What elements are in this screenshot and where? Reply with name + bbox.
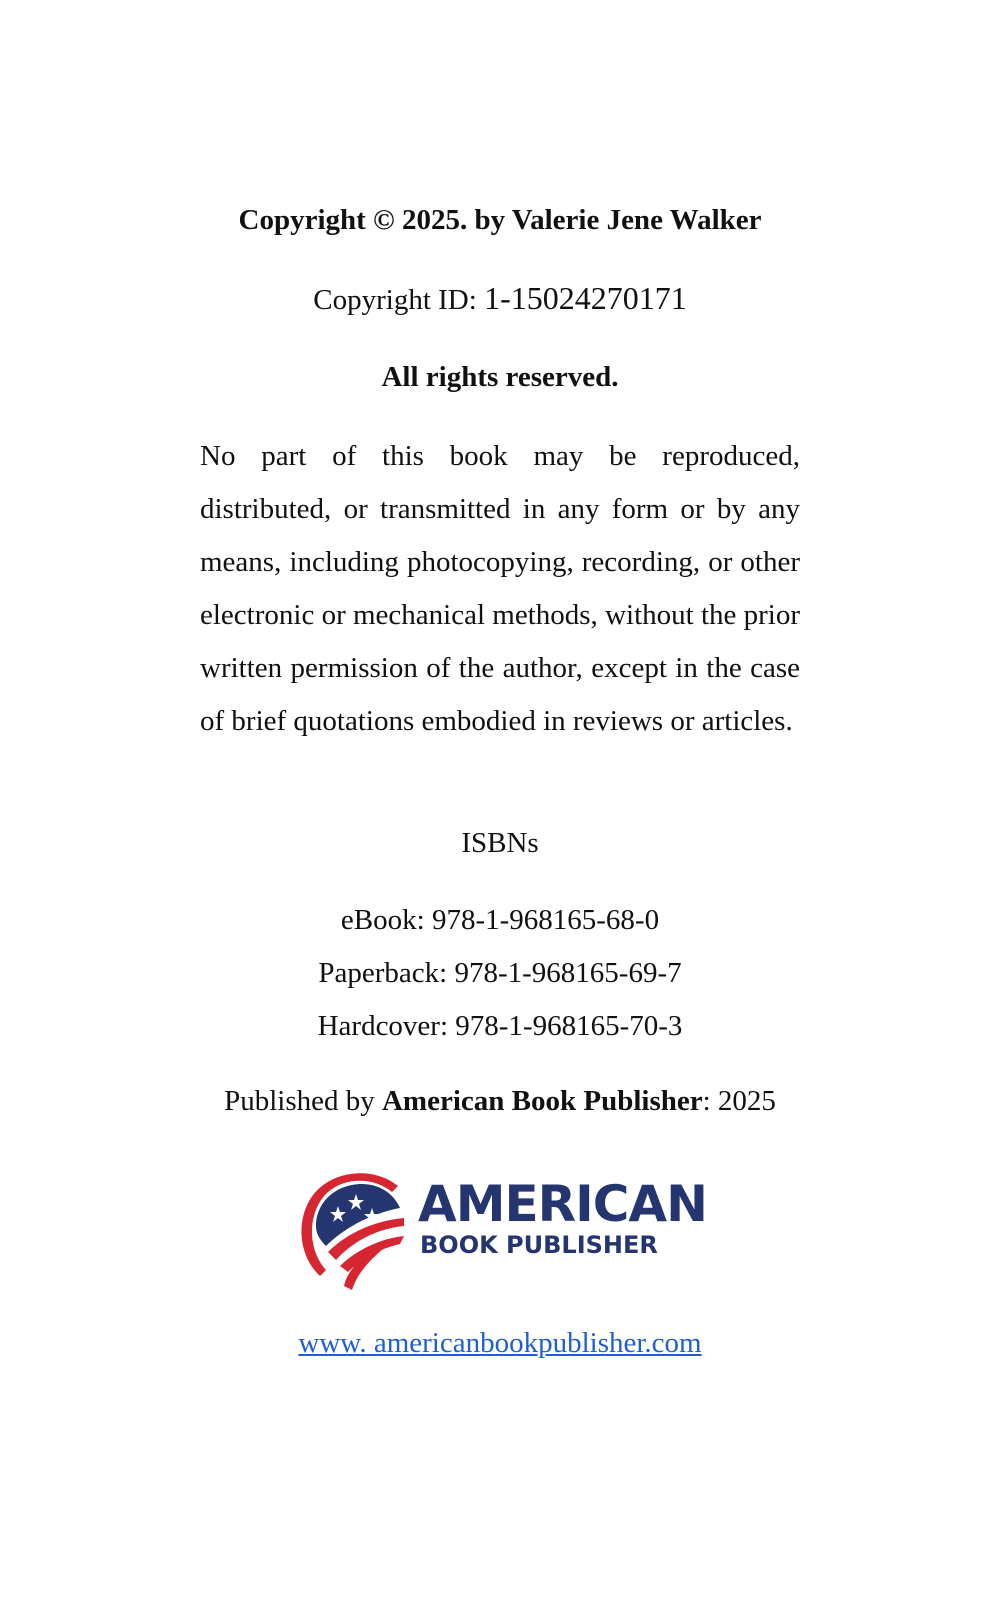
isbn-paperback: Paperback: 978-1-968165-69-7 [318,957,682,989]
rights-reserved: All rights reserved. [381,361,619,393]
copyright-id [0,280,1000,318]
publisher-name: American Book Publisher [381,1085,703,1117]
american-flag-swoosh-icon [300,1168,410,1292]
published-prefix: Published by [224,1085,382,1117]
copyright-id-label: Copyright ID: [313,284,485,316]
website [0,1325,1000,1361]
isbn-hardcover: Hardcover: 978-1-968165-70-3 [317,1010,683,1042]
copyright-id-value: 1-15024270171 [484,280,687,316]
published-by [0,1083,1000,1119]
isbn-heading: ISBNs [461,827,539,859]
logo-word-book-publisher: BOOK PUBLISHER [420,1231,658,1259]
copyright-title: Copyright © 2025. by Valerie Jene Walker [238,204,762,236]
published-year: : 2025 [702,1085,776,1117]
website-link[interactable]: www. americanbookpublisher.com [298,1327,702,1359]
logo-word-american: AMERICAN [418,1175,707,1233]
publisher-logo [300,1168,707,1292]
copyright-notice: No part of this book may be reproduced, distributed, or transmitted in any form or by any means, including photocopying, recording, or other electronic or mechanical methods, without the prior written permission of the author, except in the case of brief quotations embodied in reviews or articles. [200,440,800,737]
isbn-ebook: eBook: 978-1-968165-68-0 [340,904,660,936]
